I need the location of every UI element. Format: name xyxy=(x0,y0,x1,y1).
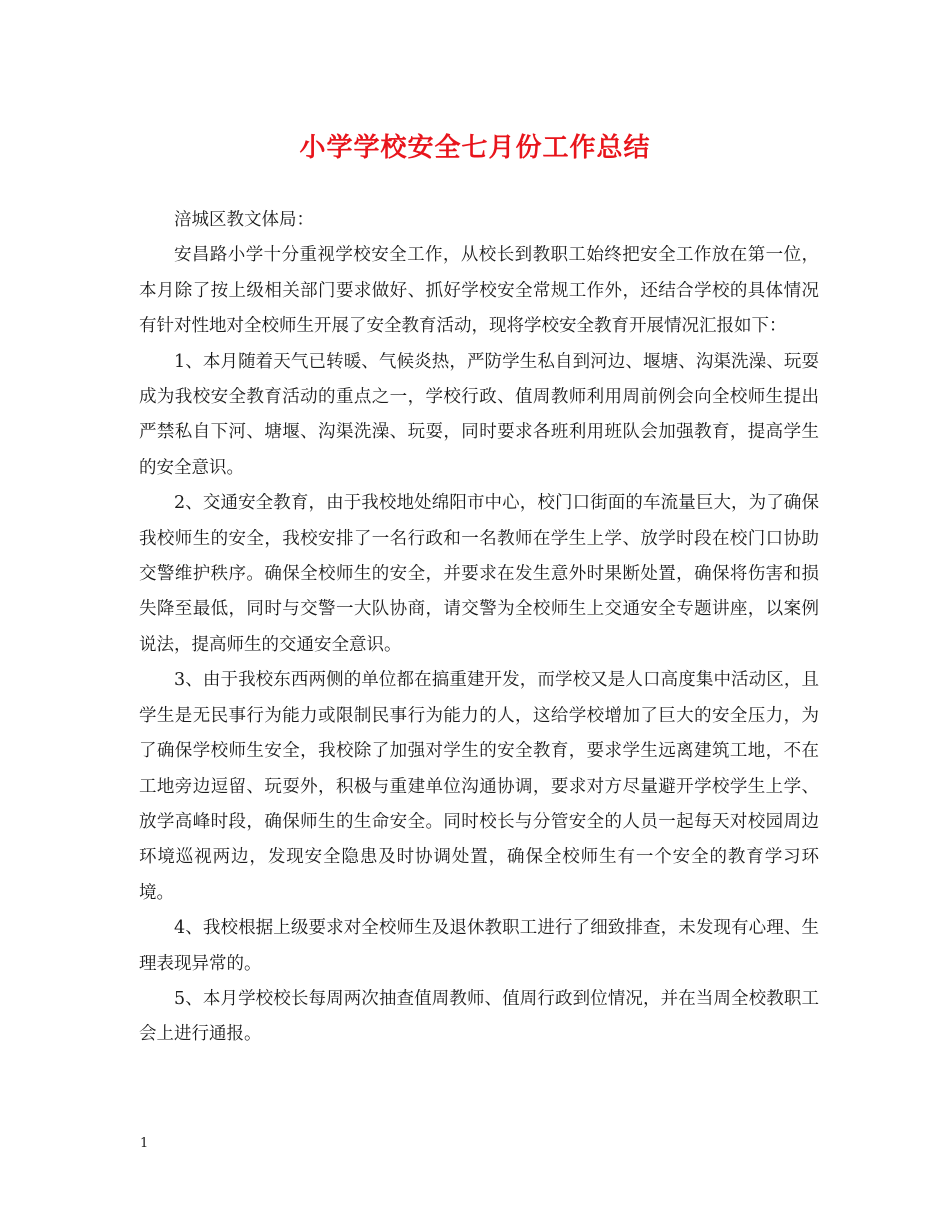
page-title: 小学学校安全七月份工作总结 xyxy=(299,133,651,163)
salutation: 涪城区教文体局： xyxy=(174,210,314,230)
paragraph-item-1: 1、本月随着天气已转暖、气候炎热，严防学生私自到河边、堰塘、沟渠洗澡、玩耍成为我校安全教育活动的重点之一，学校行政、值周教师利用周前例会向全校师生提出严禁私自下河、塘堰、沟渠洗澡、玩耍，同时要求各班利用班队会加强教育，提高学生的安全意识。 xyxy=(139,351,819,478)
paragraph-item-4: 4、我校根据上级要求对全校师生及退休教职工进行了细致排查，未发现有心理、生理表现异常的。 xyxy=(139,918,819,974)
paragraph-item-2: 2、交通安全教育，由于我校地处绵阳市中心，校门口街面的车流量巨大，为了确保我校师生的安全，我校安排了一名行政和一名教师在学生上学、放学时段在校门口协助交警维护秩序。确保全校师生的安全，并要求在发生意外时果断处置，确保将伤害和损失降至最低，同时与交警一大队协商，请交警为全校师生上交通安全专题讲座，以案例说法，提高师生的交通安全意识。 xyxy=(139,493,819,655)
paragraph-intro: 安昌路小学十分重视学校安全工作，从校长到教职工始终把安全工作放在第一位，本月除了按上级相关部门要求做好、抓好学校安全常规工作外，还结合学校的具体情况有针对性地对全校师生开展了安全教育活动，现将学校安全教育开展情况汇报如下： xyxy=(139,245,819,337)
paragraph-item-5: 5、本月学校校长每周两次抽查值周教师、值周行政到位情况，并在当周全校教职工会上进行通报。 xyxy=(139,988,819,1045)
page-number: 1 xyxy=(140,1136,149,1151)
paragraph-item-3: 3、由于我校东西两侧的单位都在搞重建开发，而学校又是人口高度集中活动区，且学生是无民事行为能力或限制民事行为能力的人，这给学校增加了巨大的安全压力，为了确保学校师生安全，我校除了加强对学生的安全教育，要求学生远离建筑工地，不在工地旁边逗留、玩耍外，积极与重建单位沟通协调，要求对方尽量避开学校学生上学、放学高峰时段，确保师生的生命安全。同时校长与分管安全的人员一起每天对校园周边环境巡视两边，发现安全隐患及时协调处置，确保全校师生有一个安全的教育学习环境。 xyxy=(139,670,819,903)
document-body xyxy=(139,203,819,1053)
